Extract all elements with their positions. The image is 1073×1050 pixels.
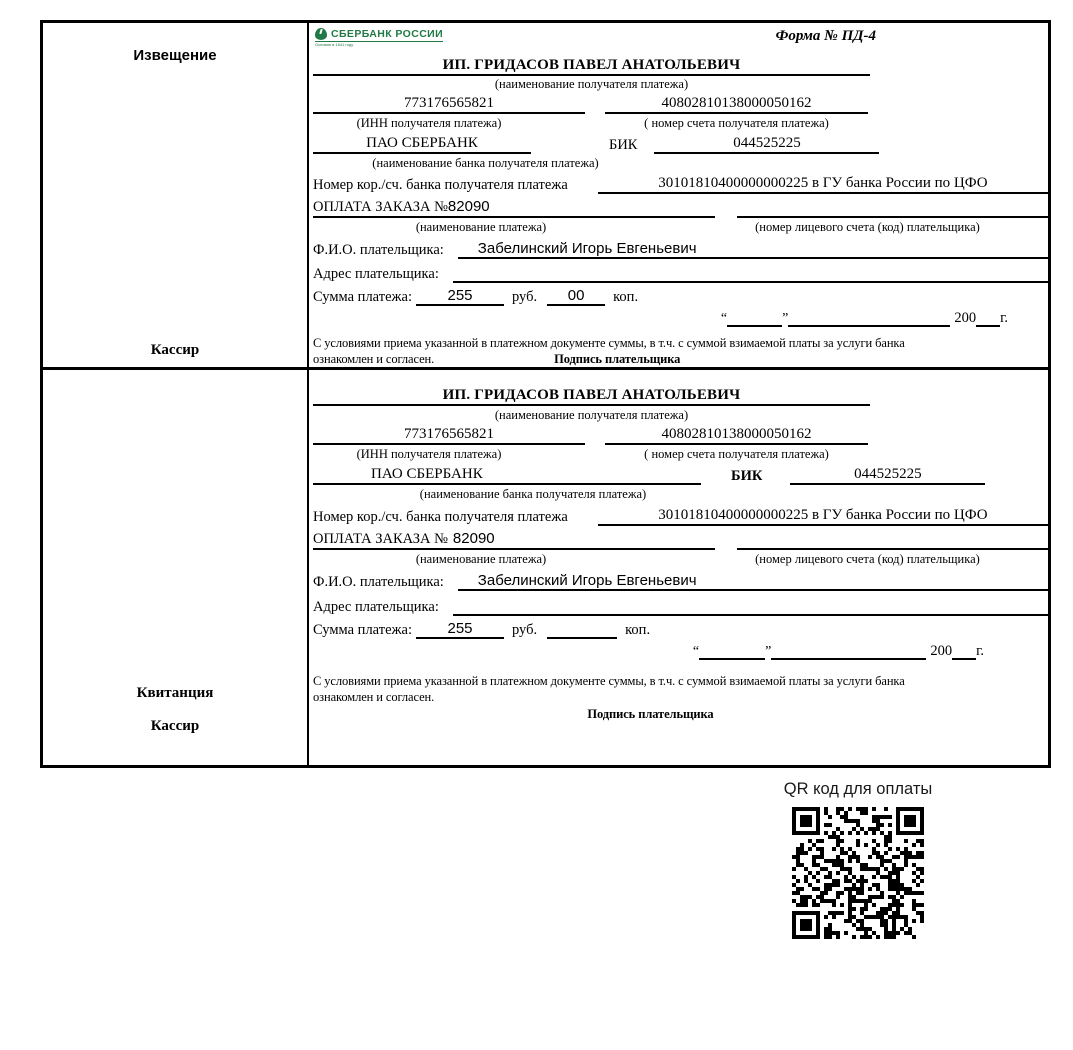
bank-name-value: ПАО СБЕРБАНК xyxy=(313,135,531,154)
year-suffix: г. xyxy=(1000,310,1008,326)
date-line: “ ” 200 г. xyxy=(720,310,1008,326)
account-label: ( номер счета получателя платежа) xyxy=(644,447,829,461)
bik-label: БИК xyxy=(731,468,763,484)
corr-account-label: Номер кор./сч. банка получателя платежа xyxy=(313,509,568,525)
bank-name-label: (наименование банка получателя платежа) xyxy=(372,155,599,170)
payer-address-label: Адрес плательщика: xyxy=(313,266,439,283)
order-number: 82090 xyxy=(452,530,495,547)
recipient-name-label: (наименование получателя платежа) xyxy=(494,77,689,92)
terms-text: С условиями приема указанной в платежном документе суммы, в т.ч. с суммой взимаемой платы за услуги банка ознакомлен и согласен. Подпись плательщика xyxy=(313,336,905,366)
year-prefix: 200 xyxy=(930,643,953,659)
signature-label: Подпись плательщика xyxy=(554,351,681,366)
amount-kop-value: 00 xyxy=(547,287,605,306)
personal-account-label: (номер лицевого счета (код) плательщика) xyxy=(755,552,980,566)
payer-fio-label: Ф.И.О. плательщика: xyxy=(313,574,444,590)
account-label: ( номер счета получателя платежа) xyxy=(644,115,829,130)
date-line: “ ” 200 г. xyxy=(692,643,984,659)
amount-rub-value: 255 xyxy=(416,620,504,639)
account-value: 40802810138000050162 xyxy=(605,95,868,114)
cashier-label: Кассир xyxy=(150,342,200,358)
inn-label: (ИНН получателя платежа) xyxy=(356,447,502,461)
qr-caption: QR код для оплаты xyxy=(783,780,933,798)
payment-name-label: (наименование платежа) xyxy=(415,219,547,234)
payment-purpose-value: ОПЛАТА ЗАКАЗА №82090 xyxy=(313,198,715,218)
terms-text: С условиями приема указанной в платежном документе суммы, в т.ч. с суммой взимаемой платы за услуги банка ознакомлен и согласен. Подпись плательщика xyxy=(313,674,1048,723)
payer-address-field xyxy=(453,263,1048,283)
bik-label: БИК xyxy=(609,136,638,153)
kop-label: коп. xyxy=(625,622,651,638)
amount-label: Сумма платежа: xyxy=(313,289,412,306)
personal-account-label: (номер лицевого счета (код) плательщика) xyxy=(755,219,980,234)
payer-address-label: Адрес плательщика: xyxy=(313,599,439,615)
kop-label: коп. xyxy=(613,289,639,306)
amount-kop-value xyxy=(547,620,617,639)
account-value: 40802810138000050162 xyxy=(605,426,868,445)
recipient-name: ИП. ГРИДАСОВ ПАВЕЛ АНАТОЛЬЕВИЧ xyxy=(442,387,741,403)
bank-name-label: (наименование банка получателя платежа) xyxy=(419,487,647,501)
payer-fio-label: Ф.И.О. плательщика: xyxy=(313,241,444,258)
sberbank-logo xyxy=(315,28,443,47)
rub-label: руб. xyxy=(512,622,538,638)
form-number: Форма № ПД-4 xyxy=(775,28,876,44)
bik-value: 044525225 xyxy=(790,466,985,485)
payment-form-pd4 xyxy=(40,20,1051,768)
amount-label: Сумма платежа: xyxy=(313,622,412,638)
inn-label: (ИНН получателя платежа) xyxy=(356,115,502,130)
corr-account-label: Номер кор./сч. банка получателя платежа xyxy=(313,177,568,194)
receipt-body xyxy=(309,370,1048,765)
qr-payment-block xyxy=(783,780,933,939)
corr-account-value: 30101810400000000225 в ГУ банка России по ЦФО xyxy=(598,175,1048,194)
receipt-title: Квитанция xyxy=(136,685,214,701)
bik-value: 044525225 xyxy=(654,135,879,154)
corr-account-value: 30101810400000000225 в ГУ банка России по ЦФО xyxy=(598,507,1048,526)
notice-title: Извещение xyxy=(133,47,217,64)
recipient-name: ИП. ГРИДАСОВ ПАВЕЛ АНАТОЛЬЕВИЧ xyxy=(442,56,741,73)
payer-address-field xyxy=(453,596,1048,616)
inn-value: 773176565821 xyxy=(313,426,585,445)
rub-label: руб. xyxy=(512,289,538,306)
receipt-section xyxy=(43,370,1048,765)
sberbank-logo-text: СБЕРБАНК РОССИИ xyxy=(331,28,444,40)
payer-name-value: Забелинский Игорь Евгеньевич xyxy=(458,240,1048,259)
notice-left-cell xyxy=(43,23,309,367)
notice-section xyxy=(43,23,1048,370)
amount-rub-value: 255 xyxy=(416,287,504,306)
year-suffix: г. xyxy=(976,643,984,659)
bank-name-value: ПАО СБЕРБАНК xyxy=(313,466,701,485)
payment-purpose-value: ОПЛАТА ЗАКАЗА № 82090 xyxy=(313,530,715,550)
notice-body xyxy=(309,23,1048,367)
payer-name-value: Забелинский Игорь Евгеньевич xyxy=(458,572,1048,591)
cashier-label: Кассир xyxy=(150,718,200,734)
qr-code xyxy=(792,807,924,939)
year-prefix: 200 xyxy=(954,310,977,326)
sberbank-logo-tagline: Основан в 1841 году xyxy=(315,42,354,47)
order-number: 82090 xyxy=(447,198,490,216)
inn-value: 773176565821 xyxy=(313,95,585,114)
receipt-left-cell xyxy=(43,370,309,765)
payment-name-label: (наименование платежа) xyxy=(415,552,547,566)
recipient-name-label: (наименование получателя платежа) xyxy=(494,408,689,422)
signature-label: Подпись плательщика xyxy=(587,707,714,721)
sberbank-logo-icon xyxy=(315,28,327,40)
